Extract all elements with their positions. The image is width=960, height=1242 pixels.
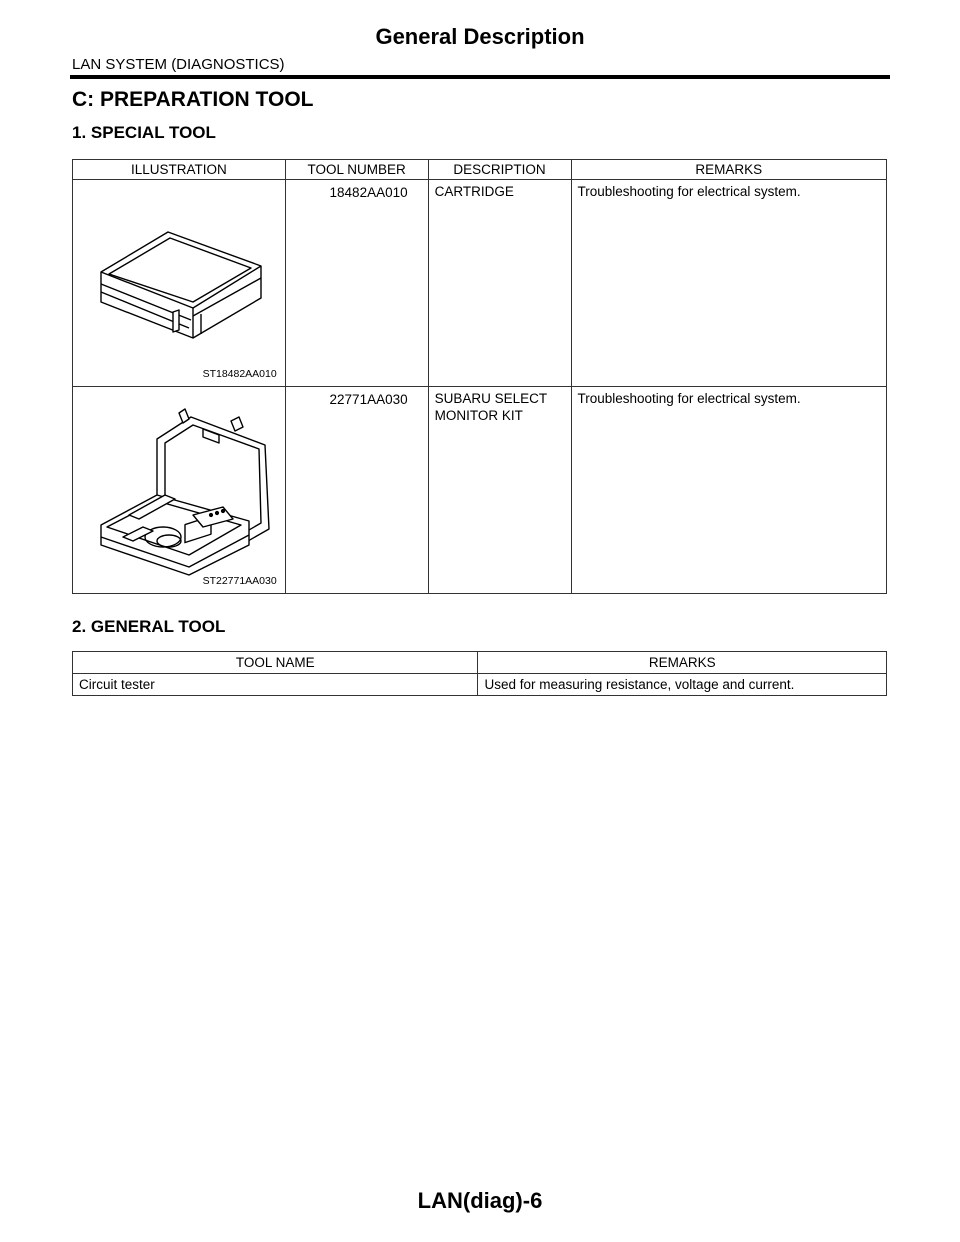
illustration-code: ST22771AA030 bbox=[202, 575, 277, 587]
tool-number: 22771AA030 bbox=[285, 387, 428, 594]
header-rule bbox=[70, 75, 890, 79]
tool-number: 18482AA010 bbox=[285, 180, 428, 387]
table-row bbox=[73, 387, 887, 594]
column-header: ILLUSTRATION bbox=[73, 160, 286, 180]
column-header: TOOL NUMBER bbox=[285, 160, 428, 180]
general-tool-table bbox=[72, 651, 887, 696]
tool-remarks: Used for measuring resistance, voltage and current. bbox=[478, 674, 887, 696]
column-header: REMARKS bbox=[478, 652, 887, 674]
monitor-kit-case-illustration-icon bbox=[73, 387, 285, 593]
tool-name: Circuit tester bbox=[73, 674, 478, 696]
tool-remarks: Troubleshooting for electrical system. bbox=[571, 180, 887, 387]
cartridge-illustration-icon bbox=[73, 180, 285, 386]
illustration-cell bbox=[73, 180, 286, 387]
special-tool-table bbox=[72, 159, 887, 594]
column-header: TOOL NAME bbox=[73, 652, 478, 674]
illustration-code: ST18482AA010 bbox=[202, 368, 277, 380]
tool-remarks: Troubleshooting for electrical system. bbox=[571, 387, 887, 594]
illustration-cell bbox=[73, 387, 286, 594]
table-row bbox=[73, 674, 887, 696]
heading-general-tool: 2. GENERAL TOOL bbox=[72, 617, 226, 636]
special-tool-header-row bbox=[73, 160, 887, 180]
page-footer: LAN(diag)-6 bbox=[417, 1188, 543, 1213]
heading-special-tool: 1. SPECIAL TOOL bbox=[72, 123, 216, 142]
section-header: LAN SYSTEM (DIAGNOSTICS) bbox=[72, 56, 285, 73]
general-tool-header-row bbox=[73, 652, 887, 674]
column-header: REMARKS bbox=[571, 160, 887, 180]
tool-description: CARTRIDGE bbox=[428, 180, 571, 387]
page-title: General Description bbox=[375, 24, 585, 49]
tool-description: SUBARU SELECT MONITOR KIT bbox=[428, 387, 571, 594]
heading-preparation-tool: C: PREPARATION TOOL bbox=[72, 88, 314, 111]
column-header: DESCRIPTION bbox=[428, 160, 571, 180]
table-row bbox=[73, 180, 887, 387]
